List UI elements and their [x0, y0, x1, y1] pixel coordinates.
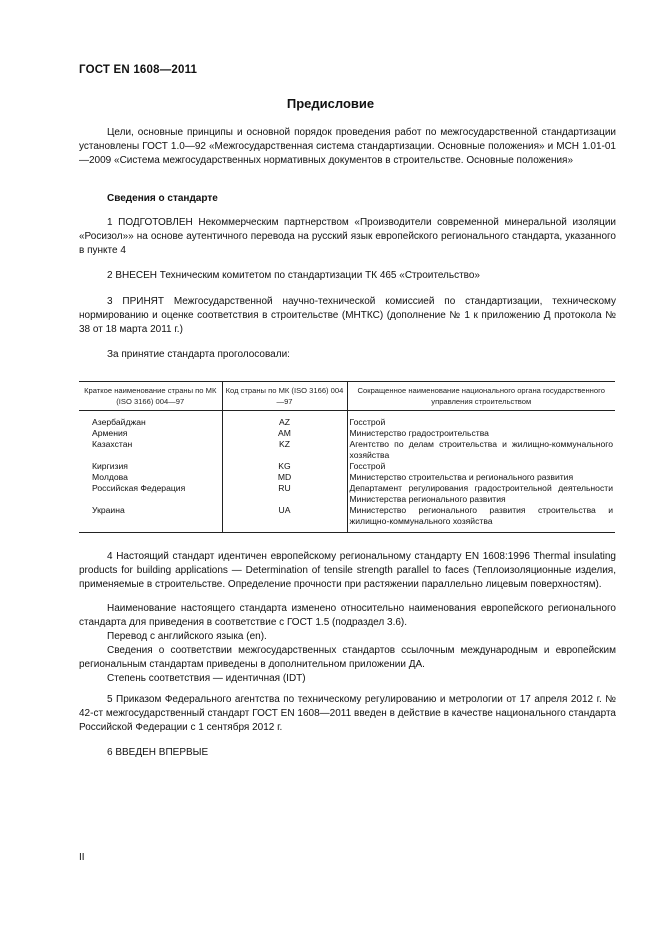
votes-table [79, 381, 615, 533]
section-heading: Сведения о стандарте [107, 193, 218, 204]
item-4-translation-note: Перевод с английского языка (en). [107, 631, 267, 642]
country-code-cell: UA [222, 505, 347, 533]
authority-cell: Госстрой [347, 411, 615, 429]
column-header-code: Код страны по МК (ISO 3166) 004—97 [222, 382, 347, 411]
authority-cell: Министерство строительства и регионального развития [347, 472, 615, 483]
country-cell: Российская Федерация [92, 483, 186, 493]
country-code-cell: KG [222, 461, 347, 472]
country-cell: Украина [79, 505, 222, 533]
page-title: Предисловие [286, 96, 375, 111]
table-row [79, 439, 615, 461]
authority-cell: Департамент регулирования градостроительной деятельности Министерства регионального развития [347, 483, 615, 505]
item-4-references-note: Сведения о соответствии межгосударственных стандартов ссылочным международным и европейским региональным стандартам приведены в дополнительном приложении ДА. [79, 645, 616, 670]
table-row [79, 411, 615, 429]
item-6-paragraph: 6 ВВЕДЕН ВПЕРВЫЕ [107, 747, 209, 758]
table-row [79, 505, 615, 533]
authority-cell: Министерство градостроительства [347, 428, 615, 439]
page-number: II [79, 852, 85, 863]
country-cell: Казахстан [92, 439, 133, 449]
intro-paragraph: Цели, основные принципы и основной порядок проведения работ по межгосударственной стандартизации установлены ГОСТ 1.0—92 «Межгосударственная система стандартизации. Основные положения» и МСН 1.01-01—2009 «Система межгосударственных нормативных документов в строительстве. Основные положения» [79, 127, 616, 166]
item-5-paragraph: 5 Приказом Федерального агентства по техническому регулированию и метрологии от 17 апреля 2012 г. № 42-ст межгосударственный стандарт ГОСТ EN 1608—2011 введен в действие в качестве национального стандарта Российской Федерации с 1 сентября 2012 г. [79, 694, 616, 733]
country-code-cell: RU [222, 483, 347, 505]
table-row [79, 483, 615, 505]
item-4-paragraph: 4 Настоящий стандарт идентичен европейскому региональному стандарту EN 1608:1996 Thermal insulating products for building applications — Determination of tensile strength parallel to faces (Теплоизоляционные изделия, применяемые в строительстве. Определение прочности при растяжении параллельно лицевым поверхностям). [79, 551, 616, 590]
country-cell: Киргизия [92, 461, 128, 471]
table-row [79, 461, 615, 472]
column-header-body: Сокращенное наименование национального органа государственного управления строительством [347, 382, 615, 411]
country-cell: Молдова [92, 472, 128, 482]
item-3-paragraph: 3 ПРИНЯТ Межгосударственной научно-технической комиссией по стандартизации, техническому нормированию и оценке соответствия в строительстве (МНТКС) (дополнение № 1 к приложению Д протокола № 38 от 18 марта 2011 г.) [79, 296, 616, 335]
table-row [79, 428, 615, 439]
authority-cell: Агентство по делам строительства и жилищно-коммунального хозяйства [347, 439, 615, 461]
country-code-cell: AM [222, 428, 347, 439]
country-code-cell: AZ [222, 411, 347, 429]
authority-cell: Госстрой [347, 461, 615, 472]
item-2-paragraph: 2 ВНЕСЕН Техническим комитетом по стандартизации ТК 465 «Строительство» [107, 270, 480, 281]
votes-intro: За принятие стандарта проголосовали: [107, 349, 290, 360]
item-4-conformity-note: Степень соответствия — идентичная (IDT) [107, 673, 306, 684]
country-code-cell: MD [222, 472, 347, 483]
column-header-country: Краткое наименование страны по МК (ISO 3166) 004—97 [79, 382, 222, 411]
document-header: ГОСТ EN 1608—2011 [79, 64, 198, 76]
authority-cell: Министерство регионального развития строительства и жилищно-коммунального хозяйства [347, 505, 615, 533]
item-4-title-note: Наименование настоящего стандарта изменено относительно наименования европейского регионального стандарта для приведения в соответствие с ГОСТ 1.5 (подраздел 3.6). [79, 603, 616, 628]
votes-table-header-row [79, 382, 615, 411]
country-cell: Азербайджан [92, 417, 146, 427]
item-1-paragraph: 1 ПОДГОТОВЛЕН Некоммерческим партнерством «Производители современной минеральной изоляции «Росизол»» на основе аутентичного перевода на русский язык европейского регионального стандарта, указанного в пункте 4 [79, 217, 616, 256]
country-code-cell: KZ [222, 439, 347, 461]
country-cell: Армения [92, 428, 128, 438]
table-row [79, 472, 615, 483]
